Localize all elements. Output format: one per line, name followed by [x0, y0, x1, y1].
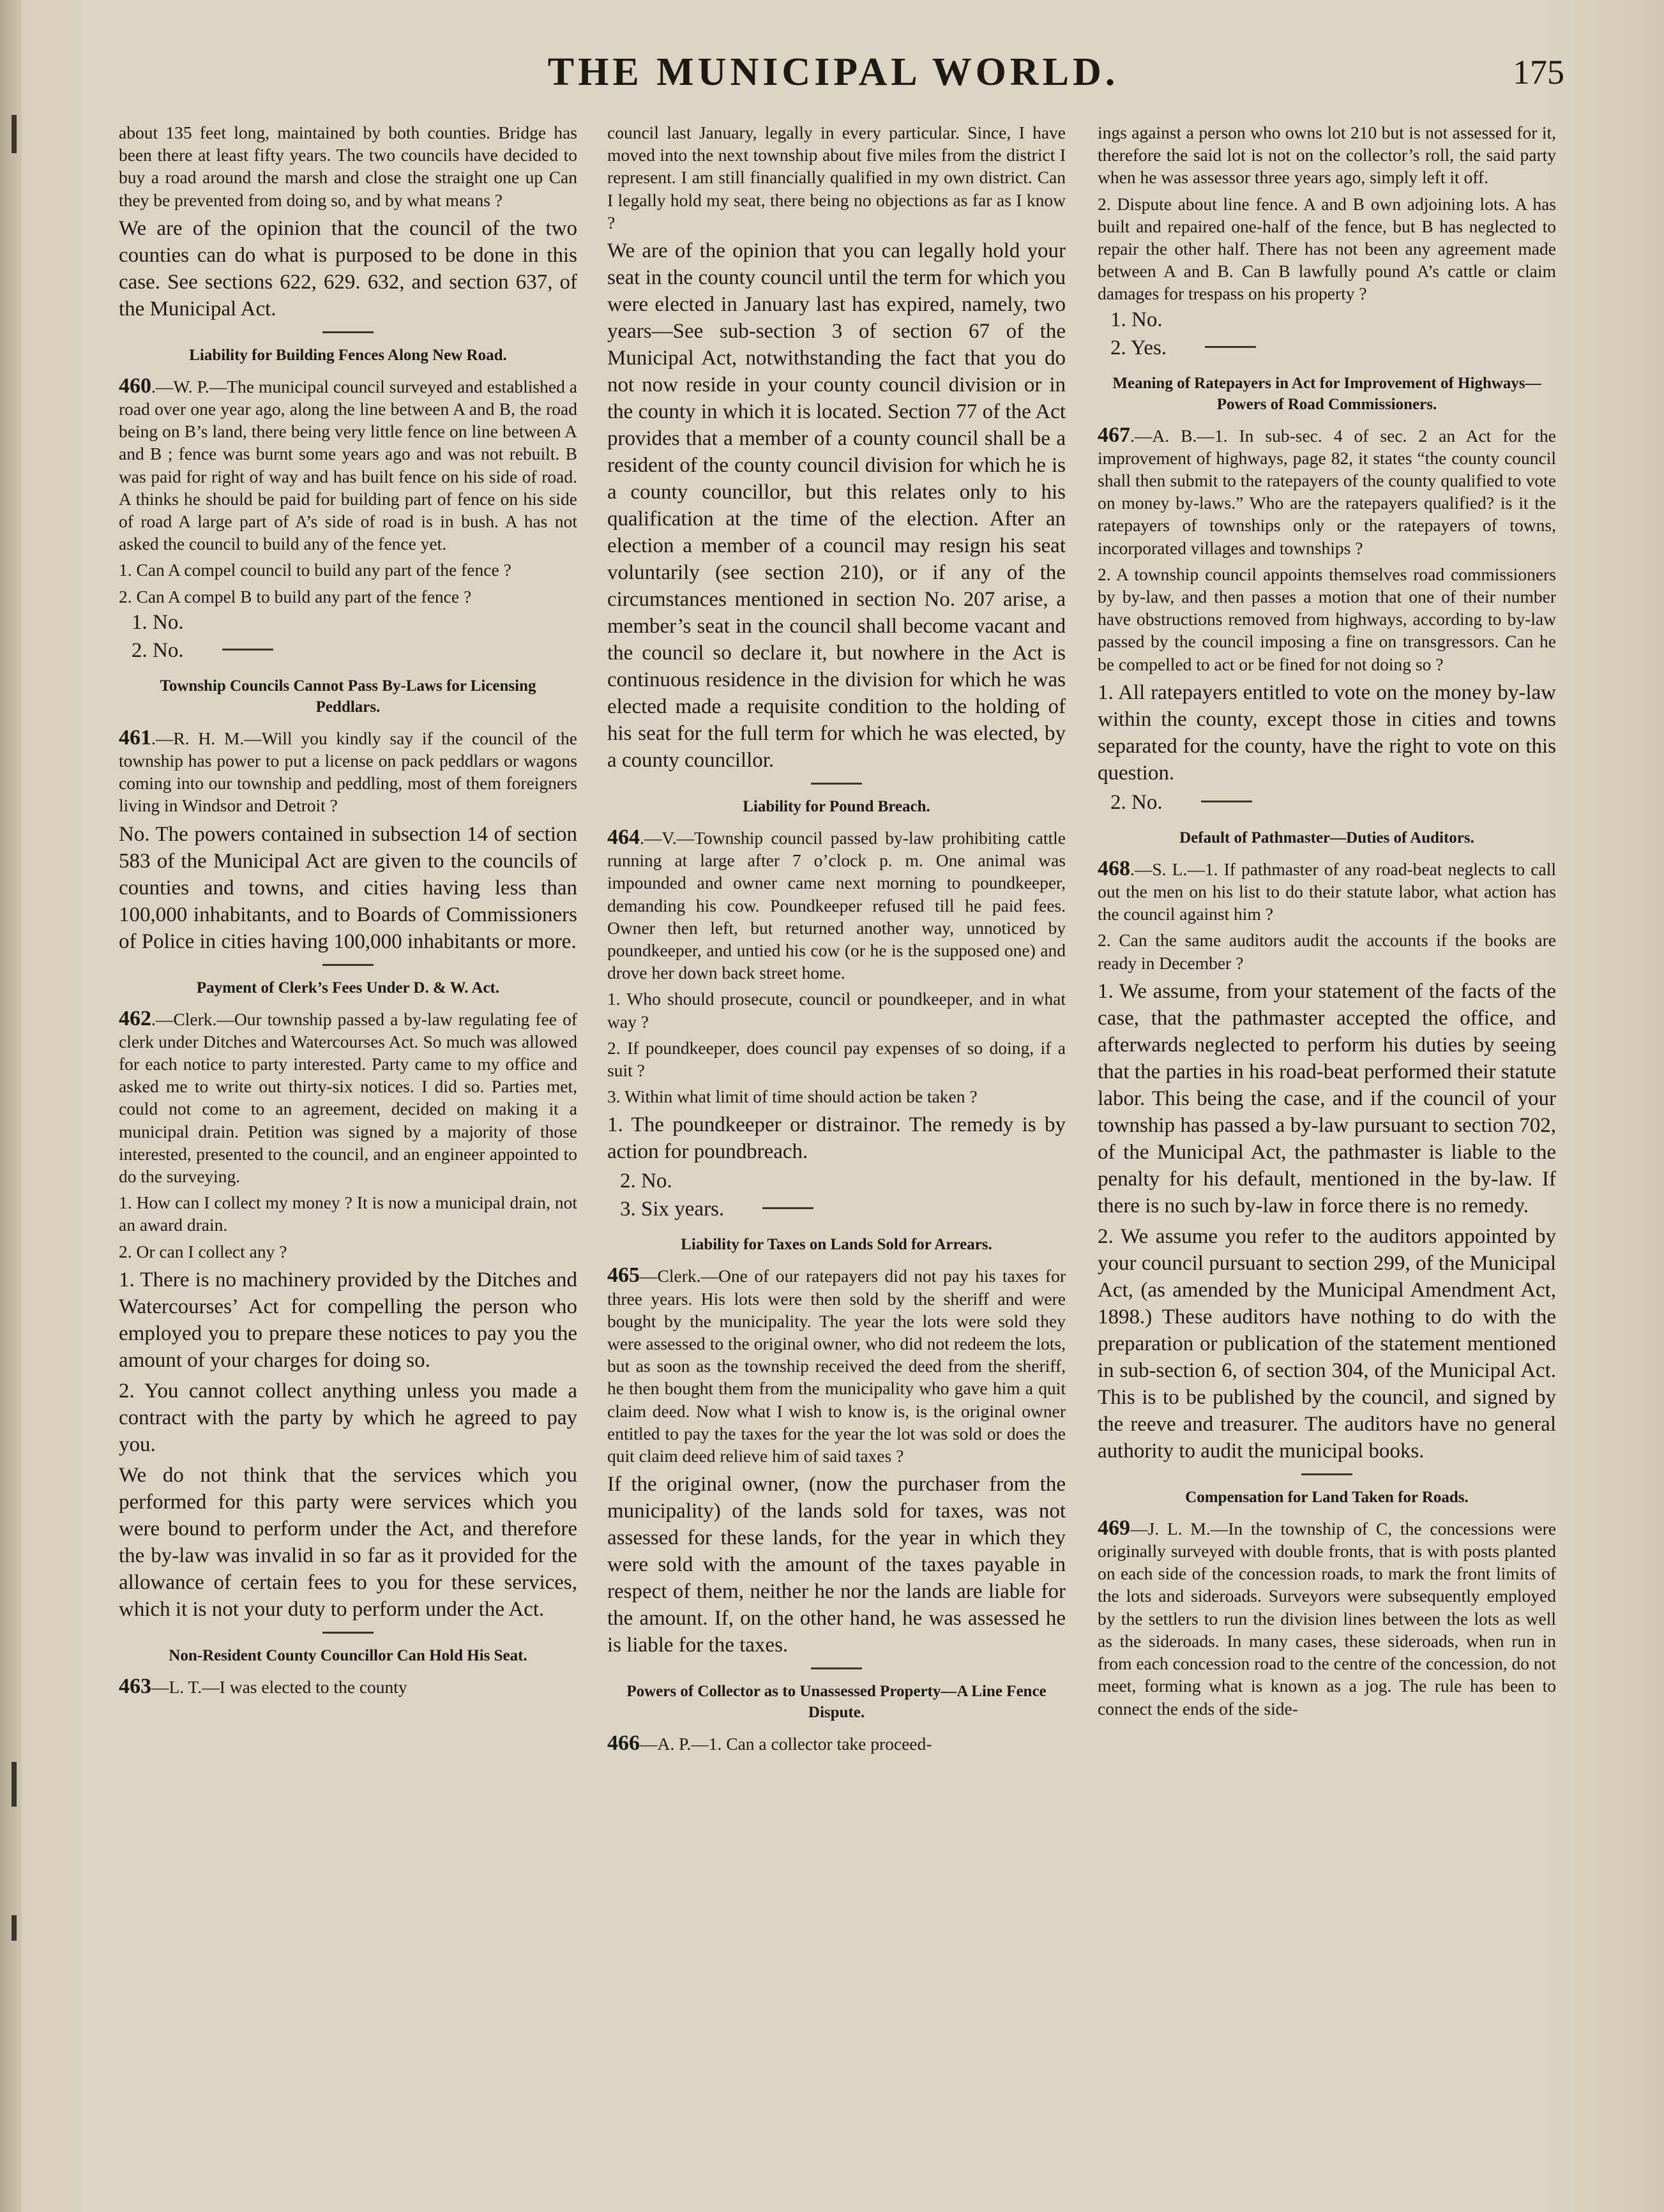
question-464 — [607, 826, 1066, 984]
answer-text: 1. No. — [1110, 308, 1163, 331]
question-part: 2. Dispute about line fence. A and B own adjoining lots. A has built and repaired one-half of the fence, but B has neglected to repair the other half. There has not been any agreement made between A and B. Can B lawfully pound A’s cattle or claim damages for trespass on his property ? — [1098, 193, 1556, 304]
answer-text: 1. There is no machinery provided by the Ditches and Watercourses’ Act for compelling the person who employed you to prepare these notices to pay you the amount of your charges for doing so. — [119, 1268, 577, 1372]
section-heading: Liability for Building Fences Along New Road. — [189, 346, 507, 364]
column-1 — [119, 121, 577, 2164]
answer-text: 1. All ratepayers entitled to vote on the money by-law within the county, except those in cities and towns separated for the county, have the right to vote on this question. — [1098, 681, 1556, 785]
answer-text — [1110, 335, 1556, 361]
question-number: 460 — [119, 373, 151, 398]
question-part: 1. How can I collect my money ? It is now a municipal drain, not an award drain. — [119, 1193, 577, 1235]
question-text: —Clerk.—One of our ratepayers did not pay his taxes for three years. His lots were then sold by the sheriff and were bought by the municipality. The year the lots were sold they were assessed to the original owner, who did not redeem the lots, but as soon as the township received the deed from the sheriff, he then bought them from the municipality who gave him a quit claim deed. Now what I wish to know is, is the original owner entitled to pay the taxes for the year the lot was sold or does the quit claim deed relieve him of said taxes ? — [607, 1266, 1066, 1466]
answer-text: 2. No. — [132, 638, 184, 662]
answer-text: We are of the opinion that you can legally hold your seat in the county council until the term for which you were elected in January last has expired, namely, two years—See sub-section 3 of section 67 of the Municipal Act, notwithstanding the fact that you do not now reside in your county council division or in the county in which it is located. Section 77 of the Act provides that a member of a county council shall be a resident of the county council division for which he is a county councillor, but this relates only to his qualification at the time of the election. After an election a member of a council may resign his seat voluntarily (see section 210), or if any of the circumstances mentioned in section No. 207 arise, a member’s seat in the council shall become vacant and the council so declare it, but nowhere in the Act is continuous residence in the division for which he was elected made a requisite condition to the holding of his seat for the full term for which he was elected, by a county councillor. — [607, 239, 1066, 772]
question-text: .—R. H. M.—Will you kindly say if the council of the township has power to put a license on pack peddlars or wagons coming into our township and peddling, most of them foreigners living in Windsor and Detroit ? — [119, 728, 577, 816]
question-number: 464 — [607, 825, 640, 850]
section-heading: Non-Resident County Councillor Can Hold His Seat. — [169, 1646, 527, 1664]
binding-mark — [11, 1762, 17, 1807]
question-part: 1. Who should prosecute, council or poundkeeper, and in what way ? — [607, 989, 1066, 1032]
question-part: 2. A township council appoints themselves road commissioners by by-law, and then passes a motion that one of their number have obstructions removed from highways, according to by-law passed by the council imposing a fine on transgressors. Can he be compelled to act or be fined for not doing so ? — [1098, 564, 1556, 674]
answer-text: 2. We assume you refer to the auditors appointed by your council pursuant to section 299, of the Municipal Act, (as amended by the Municipal Amendment Act, 1898.) These auditors have nothing to do with the preparation or publication of the statement mentioned in sub-section 6, of section 304, of the Municipal Act. This is to be published by the council, and signed by the reeve and treasurer. The auditors have no general authority to audit the municipal books. — [1098, 1224, 1556, 1463]
separator-rule — [222, 649, 273, 651]
section-heading: Liability for Taxes on Lands Sold for Arrears. — [681, 1236, 992, 1254]
section-heading: Default of Pathmaster—Duties of Auditors. — [1179, 829, 1474, 846]
answer-text — [1110, 789, 1556, 816]
answer-text: We do not think that the services which you performed for this party were services which you were bound to perform under the Act, and therefore the by-law was invalid in so far as it provided for the allowance of certain fees to you for these services, which it is not your duty to perform under the Act. — [119, 1463, 577, 1621]
question-469 — [1098, 1517, 1556, 1720]
question-part: 1. Can A compel council to build any part of the fence ? — [119, 560, 511, 580]
section-heading: Township Councils Cannot Pass By-Laws for Licensing Peddlars. — [160, 677, 536, 716]
binding-edge — [0, 0, 22, 2212]
question-463 — [119, 1675, 577, 1698]
question-number: 461 — [119, 725, 151, 749]
page-number: 175 — [1513, 53, 1564, 91]
separator-rule — [1301, 1473, 1352, 1475]
question-468 — [1098, 857, 1556, 926]
question-number: 468 — [1098, 856, 1130, 880]
question-467 — [1098, 424, 1556, 559]
question-number: 466 — [607, 1731, 640, 1756]
question-part: 3. Within what limit of time should action be taken ? — [607, 1087, 978, 1107]
question-part: 2. Can A compel B to build any part of the fence ? — [119, 586, 472, 606]
question-number: 469 — [1098, 1516, 1130, 1540]
separator-rule — [1201, 801, 1252, 802]
column-2 — [607, 121, 1066, 2164]
question-part: 2. Or can I collect any ? — [119, 1241, 287, 1261]
answer-text: 2. No. — [1110, 790, 1163, 814]
question-number: 465 — [607, 1263, 640, 1288]
question-text: —J. L. M.—In the township of C, the concessions were originally surveyed with double fronts, that is with posts planted on each side of the concession roads, to mark the front limits of the lots and sideroads. Surveyors were subsequently employed by the settlers to run the division lines between the lots as well as the sideroads. In many cases, these sideroads, when run in from each concession road to the centre of the concession, do not meet, forming what is known as a jog. The rule has been to connect the ends of the side- — [1098, 1518, 1556, 1719]
question-text: .—W. P.—The municipal council surveyed and established a road over one year ago, along the line between A and B, the road being on B’s land, there being very little fence on line between A and B ; fence was burnt some years ago and was not rebuilt. B was paid for right of way and has built fence on his side of road. A thinks he should be paid for building part of fence on his side of road A large part of A’s side of road is in bush. A has not asked the council to build any of the fence yet. — [119, 376, 577, 554]
page-header — [102, 50, 1564, 101]
running-title: THE MUNICIPAL WORLD. — [547, 50, 1119, 94]
section-heading: Liability for Pound Breach. — [743, 798, 930, 816]
answer-text: 2. Yes. — [1110, 336, 1167, 359]
answer-text: 1. We assume, from your statement of the facts of the case, that the pathmaster accepted the office, and afterwards neglected to perform his duties by seeing that the parties in his road-beat performed their statute labor. This being the case, and if the council of your township has passed a by-law pursuant to section 702, of the Municipal Act, the pathmaster is liable to the penalty for his default, mentioned in the by-law. If there is no such by-law in force there is no remedy. — [1098, 979, 1556, 1217]
question-text: .—V.—Township council passed by-law prohibiting cattle running at large after 7 o’clock p. m. One animal was impounded and owner came next morning to poundkeeper, demanding his cow. Poundkeeper refused till he paid fees. Owner then left, but returned another way, unnoticed by poundkeeper, and untied his cow (or he is the supposed one) and drove her down back street home. — [607, 828, 1066, 983]
question-460 — [119, 375, 577, 555]
section-heading: Compensation for Land Taken for Roads. — [1185, 1488, 1469, 1506]
question-465 — [607, 1264, 1066, 1467]
answer-text: 1. The poundkeeper or distrainor. The remedy is by action for poundbreach. — [607, 1113, 1066, 1164]
column-3 — [1098, 121, 1556, 2164]
question-number: 462 — [119, 1006, 151, 1030]
answer-text — [620, 1196, 1066, 1223]
separator-rule — [811, 1667, 862, 1669]
question-number: 467 — [1098, 423, 1130, 447]
answer-text: We are of the opinion that the council of the two counties can do what is purposed to be done in this case. See sections 622, 629. 632, and section 637, of the Municipal Act. — [119, 216, 577, 320]
question-text: ings against a person who owns lot 210 but is not assessed for it, therefore the said lot is not on the collector’s roll, the said party when he was assessor three years ago, simply left it off. — [1098, 123, 1556, 188]
answer-text: If the original owner, (now the purchaser from the municipality) of the lands sold for taxes, was not assessed for these lands, for the year in which they were sold with the amount of the taxes payable in respect of them, neither he nor the lands are liable for the amount. If, on the other hand, he was assessed he is liable for the taxes. — [607, 1473, 1066, 1657]
answer-text: 3. Six years. — [620, 1198, 725, 1221]
separator-rule — [322, 1632, 374, 1634]
binding-mark — [11, 115, 17, 153]
question-462 — [119, 1007, 577, 1188]
question-text: —A. P.—1. Can a collector take proceed- — [640, 1734, 932, 1754]
answer-text: 2. No. — [620, 1170, 672, 1193]
section-heading: Powers of Collector as to Unassessed Property—A Line Fence Dispute. — [626, 1683, 1047, 1722]
question-text: council last January, legally in every particular. Since, I have moved into the next township about five miles from the district I represent. I am still financially qualified in my own district. Can I legally hold my seat, there being no objections as far as I know ? — [607, 123, 1066, 232]
question-number: 463 — [119, 1674, 151, 1698]
answer-text: 1. No. — [132, 610, 184, 634]
question-text: .—A. B.—1. In sub-sec. 4 of sec. 2 an Act for the improvement of highways, page 82, it states “the county council shall then submit to the ratepayers of the county qualified to vote on money by-laws.” Who are the ratepayers qualified? is it the ratepayers of townships only or the ratepayers of towns, incorporated villages and townships ? — [1098, 425, 1556, 558]
separator-rule — [762, 1207, 813, 1209]
question-text: about 135 feet long, maintained by both counties. Bridge has been there at least fifty years. The two councils have decided to buy a road around the marsh and close the straight one up Can they be prevented from doing so, and by what means ? — [119, 123, 577, 210]
separator-rule — [1205, 346, 1256, 348]
question-part: 2. If poundkeeper, does council pay expenses of so doing, if a suit ? — [607, 1037, 1066, 1081]
answer-text — [132, 637, 577, 664]
question-466 — [607, 1732, 1066, 1755]
section-heading: Meaning of Ratepayers in Act for Improvement of Highways—Powers of Road Commissioners. — [1112, 374, 1541, 413]
binding-mark — [11, 1915, 17, 1941]
separator-rule — [811, 783, 862, 785]
separator-rule — [322, 331, 374, 333]
separator-rule — [322, 964, 374, 966]
section-heading: Payment of Clerk’s Fees Under D. & W. Act. — [196, 979, 500, 997]
answer-text: 2. You cannot collect anything unless you made a contract with the party by which he agreed to pay you. — [119, 1379, 577, 1456]
question-part: 2. Can the same auditors audit the accounts if the books are ready in December ? — [1098, 930, 1556, 973]
question-text: —L. T.—I was elected to the county — [151, 1676, 407, 1697]
question-461 — [119, 726, 577, 817]
question-text: .—Clerk.—Our township passed a by-law regulating fee of clerk under Ditches and Watercourses Act. So much was allowed for each notice to party interested. Party came to my office and asked me to write out thirty-six notices. I did so. Parties met, could not come to an agreement, decided on making it a municipal drain. Petition was signed by a majority of those interested, presented to the council, and an engineer appointed to do the surveying. — [119, 1009, 577, 1187]
answer-text: No. The powers contained in subsection 14 of section 583 of the Municipal Act are given to the councils of counties and towns, and cities having less than 100,000 inhabitants, and to Boards of Commissioners of Police in cities having 100,000 inhabitants or more. — [119, 822, 577, 953]
question-text: .—S. L.—1. If pathmaster of any road-beat neglects to call out the men on his list to do their statute labor, what action has the council against him ? — [1098, 859, 1556, 924]
